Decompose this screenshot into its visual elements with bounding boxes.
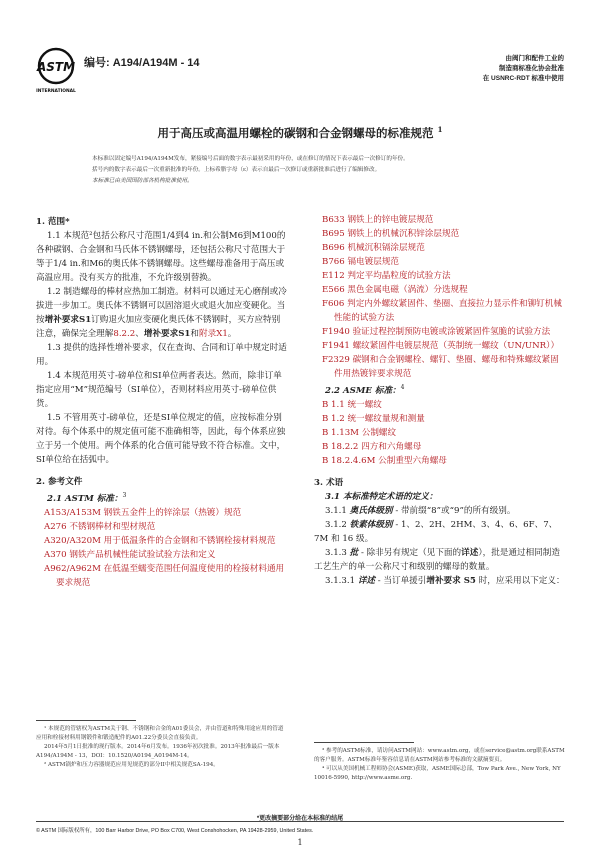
reference-item: B 18.2.4.6M 公制重型六角螺母 — [322, 455, 447, 466]
reference-code[interactable]: B633 — [322, 215, 345, 225]
reference-code[interactable]: B 1.1 — [322, 399, 345, 410]
svg-text:ASTM: ASTM — [36, 60, 76, 74]
reference-code[interactable]: E112 — [322, 271, 345, 281]
footnote: ⁴ 可以从美国机械工程师协会(ASME)获取，ASME国际总部，Tow Park Ave., New York, NY 10016-5990, http://www.asme.org. — [314, 766, 561, 781]
svg-text:INTERNATIONAL: INTERNATIONAL — [36, 89, 76, 94]
reference-code[interactable]: A370 — [44, 549, 67, 560]
reference-code[interactable]: B 18.2.4.6M — [322, 455, 376, 466]
reference-item: F1941 螺纹紧固件电镀层规范（英制统一螺纹（UN/UNR）） — [322, 341, 560, 351]
paragraph: 1.1 本规范²包括公称尺寸范围1/4到4 in.和公制M6到M100的各种碳钢、合金钢和马氏体不锈钢螺母，还包括公称尺寸范围大于等于1/4 in.和M6的奥氏体不锈钢螺母。这些螺母准备用于高压或高温应用。没有买方的批准，不允许级别替换。 — [36, 231, 286, 283]
astm-logo — [36, 46, 76, 96]
standard-notes — [92, 154, 552, 187]
approval-note: 由阀门和配件工业的 制造商标准化协会批准 在 USNRC-RDT 标准中使用 — [482, 55, 564, 82]
right-column — [314, 213, 566, 588]
footnote: ¹ 本规范的管辖权为ASTM关于钢、不锈钢和合金的A01委员会，并由管道和特殊用途应用的管道应用和栓接材料用钢锻件和锻造配件的A01.22分委员会直接负责。 — [36, 726, 284, 741]
reference-item: A320/A320M 用于低温条件的合金钢和不锈钢栓接材料规范 — [44, 535, 276, 546]
reference-code[interactable]: B695 — [322, 229, 345, 239]
footnote-rule — [36, 720, 136, 721]
left-column — [36, 213, 288, 590]
copyright: © ASTM 国际版权所有，100 Barr Harbor Drive, PO Box C700, West Conshohocken, PA 19428-2959, United States. — [36, 828, 314, 834]
reference-code[interactable]: A962/A962M — [44, 563, 101, 574]
reference-item: A962/A962M 在低温至蠕变范围任何温度使用的栓接材料通用要求规范 — [44, 563, 285, 588]
reference-item: E566 黑色金属电磁（涡流）分选规程 — [322, 285, 468, 295]
subsection-heading: 3.1 本标准特定术语的定义： — [325, 491, 438, 502]
reference-item: A153/A153M 钢铁五金件上的锌涂层（热镀）规范 — [44, 507, 242, 518]
subsection-heading: 2.1 ASTM 标准：$^3$ — [47, 492, 127, 504]
paragraph: 1.2 制造螺母的棒材应热加工制造。材料可以通过无心磨削或冷拔进一步加工。奥氏体不锈钢可以固溶退火或退火加应变硬化。当按增补要求S1订购退火加应变硬化奥氏体不锈钢时，买方应特别注意，确保完全理解8.2.2、增补要求S1和附录X1。 — [36, 287, 287, 339]
reference-item: B 1.2 统一螺纹量规和测量 — [322, 413, 425, 424]
page-title: 用于高压或高温用螺栓的碳钢和合金钢螺母的标准规范 $^1$ — [157, 125, 443, 140]
note-line: 本标准以固定编号A194/A194M发布，紧接编号后面的数字表示最初采用的年份，或在修订的情况下表示最后一次修订的年份。 — [92, 156, 409, 162]
reference-code[interactable]: B 1.13M — [322, 427, 359, 438]
section-heading: 1. 范围* — [36, 217, 70, 227]
reference-code[interactable]: F1941 — [322, 341, 350, 351]
section-heading: 3. 术语 — [314, 477, 344, 488]
reference-code[interactable]: B696 — [322, 243, 345, 253]
reference-item: B766 镉电镀层规范 — [322, 257, 400, 267]
reference-item: B695 钢铁上的机械沉积锌涂层规范 — [322, 229, 460, 239]
section-heading: 2. 参考文件 — [36, 477, 83, 487]
reference-item: B 1.1 统一螺纹 — [322, 399, 382, 410]
designation: 编号: A194/A194M - 14 — [84, 57, 200, 69]
reference-code[interactable]: B 1.2 — [322, 413, 345, 424]
reference-code[interactable]: A153/A153M — [44, 507, 101, 518]
footnote: ³ 参考的ASTM标准，请访问ASTM网站：www.astm.org，或在service@astm.org联系ASTM的客户服务。ASTM标准年鉴容信息请在ASTM网站参考标准的文献摘要页。 — [314, 748, 565, 763]
left-footnotes — [36, 720, 288, 770]
right-footnotes — [314, 742, 566, 783]
reference-code[interactable]: B766 — [322, 257, 345, 267]
link-8-2-2[interactable]: 8.2.2 — [113, 329, 136, 339]
reference-code[interactable]: F606 — [322, 299, 345, 309]
note-line: 本标准已由美国国防部各机构批准使用。 — [92, 178, 193, 184]
footnote: 2014年5月1日批准的现行版本。2014年6月发布。1936年初次批准。2013年批准最后一版本A194/A194M - 13，DOI：10.1520/A0194_A0194M-14。 — [36, 744, 280, 759]
reference-item: F606 判定内外螺纹紧固件、垫圈、直接拉力显示件和铆钉机械性能的试验方法 — [322, 299, 562, 323]
reference-item: E112 判定平均晶粒度的试验方法 — [322, 271, 451, 281]
reference-item: A370 钢铁产品机械性能试验试验方法和定义 — [44, 549, 216, 560]
summary-note: *更改摘要部分给在本标准的结尾 — [256, 816, 344, 822]
reference-code[interactable]: E566 — [322, 285, 345, 295]
definition: 3.1.2 铁素体级别 - 1、2、2H、2HM、3、4、6、6F、7、7M 和 16 级。 — [314, 519, 558, 544]
note-line: 括号内的数字表示最后一次重新批准的年份。上标希腊字母（ε）表示自最后一次修订或重新批准后进行了编辑修改。 — [92, 167, 381, 173]
paragraph: 1.3 提供的选择性增补要求，仅在查询、合同和订单中规定时适用。 — [36, 343, 287, 367]
reference-item: F1940 验证过程控制预防电镀或涂镀紧固件氢脆的试验方法 — [322, 327, 551, 337]
reference-code[interactable]: A320/A320M — [44, 535, 101, 546]
definition: 3.1.3 批 - 除非另有规定（见下面的详述），批是通过相同制造工艺生产的单一公称尺寸和级别的螺母的数量。 — [314, 547, 560, 572]
reference-code[interactable]: B 18.2.2 — [322, 441, 359, 452]
footer-rule — [36, 821, 564, 822]
link-appendix-x1[interactable]: 附录X1 — [199, 329, 228, 339]
paragraph: 1.5 不管用英寸-磅单位，还是SI单位规定的值，应按标准分别对待。每个体系中的规定值可能不准确相等，因此，每个体系应独立于另一个使用。两个体系的化合值可能导致不符合标准。文中，SI单位给在括弧中。 — [36, 413, 286, 465]
reference-item: B696 机械沉积镉涂层规范 — [322, 243, 425, 253]
reference-code[interactable]: F2329 — [322, 355, 350, 365]
reference-code[interactable]: F1940 — [322, 327, 350, 337]
reference-item: A276 不锈钢棒材和型材规范 — [44, 521, 156, 532]
subsection-heading: 2.2 ASME 标准：$^4$ — [325, 384, 405, 396]
page-number: 1 — [297, 838, 303, 847]
definition: 3.1.3.1 详述 - 当订单援引增补要求 S5 时，应采用以下定义： — [325, 575, 565, 586]
footnote: ² ASTM锅炉和压力容器规范应用见规范的部分II中相关规范SA-194。 — [44, 762, 219, 768]
paragraph: 1.4 本规范用英寸-磅单位和SI单位两者表达。然而，除非订单指定应用“M”规范编号（SI单位），否则材料应用英寸-磅单位供货。 — [36, 371, 282, 409]
reference-item: B 18.2.2 四方和六角螺母 — [322, 441, 422, 452]
footnote-rule — [314, 742, 414, 743]
reference-item: F2329 碳钢和合金钢螺栓、螺钉、垫圈、螺母和特殊螺纹紧固件用热镀锌要求规范 — [322, 355, 559, 379]
reference-item: B 1.13M 公制螺纹 — [322, 427, 397, 438]
reference-code[interactable]: A276 — [44, 521, 67, 532]
reference-item: B633 钢铁上的锌电镀层规范 — [322, 215, 434, 225]
definition: 3.1.1 奥氏体级别 - 带前缀“8”或“9”的所有级别。 — [325, 505, 516, 516]
